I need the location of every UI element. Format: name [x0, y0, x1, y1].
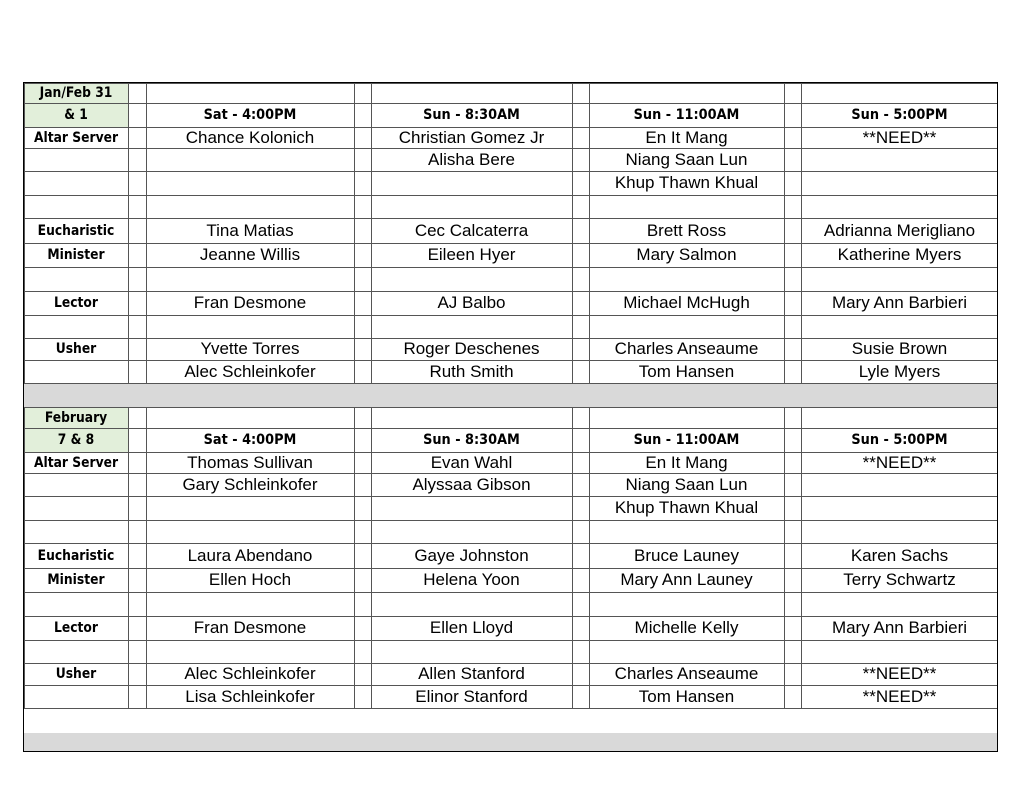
volunteer-name — [146, 171, 354, 195]
schedule-row — [24, 685, 998, 708]
volunteer-name: Tina Matias — [206, 220, 294, 240]
volunteer-name — [801, 148, 998, 171]
volunteer-name: **NEED** — [862, 127, 937, 147]
volunteer-name: Charles Anseaume — [614, 664, 759, 683]
volunteer-name: Terry Schwartz — [843, 570, 956, 589]
volunteer-name — [146, 496, 354, 520]
volunteer-name: Susie Brown — [851, 339, 948, 358]
volunteer-name — [371, 496, 572, 520]
volunteer-name: Alisha Bere — [428, 149, 515, 169]
volunteer-name: Evan Wahl — [430, 452, 513, 472]
volunteer-name: Lisa Schleinkofer — [185, 686, 315, 706]
volunteer-name: Alec Schleinkofer — [184, 361, 316, 381]
schedule-row — [24, 218, 998, 243]
schedule-row — [24, 83, 998, 103]
role-label-lector: Lector — [54, 295, 98, 311]
schedule-row — [24, 171, 998, 195]
volunteer-name: Michael McHugh — [623, 293, 750, 312]
schedule-row — [24, 520, 998, 543]
volunteer-name: **NEED** — [862, 452, 937, 472]
schedule-row — [24, 408, 998, 428]
volunteer-name: **NEED** — [862, 664, 937, 683]
volunteer-name: Adrianna Merigliano — [823, 220, 976, 240]
grid-line — [24, 83, 25, 383]
schedule-row — [24, 127, 998, 148]
role-label-eucharistic-minister: Minister — [47, 572, 105, 588]
date-label: & 1 — [64, 107, 88, 123]
volunteer-name: Tom Hansen — [638, 361, 735, 381]
grid-line — [128, 408, 129, 708]
role-label-altar-server: Altar Server — [33, 129, 119, 146]
volunteer-name: Niang Saan Lun — [625, 149, 748, 169]
volunteer-name: Niang Saan Lun — [625, 474, 748, 494]
grid-line — [146, 408, 147, 708]
volunteer-name: Lyle Myers — [858, 361, 941, 381]
role-label-altar-server: Altar Server — [33, 454, 119, 471]
volunteer-name: Fran Desmone — [193, 618, 307, 637]
mass-time-header: Sun - 5:00PM — [851, 432, 948, 448]
volunteer-name: AJ Balbo — [437, 293, 506, 312]
schedule-row — [24, 568, 998, 592]
grid-line — [354, 83, 355, 383]
volunteer-name: Laura Abendano — [187, 545, 313, 565]
volunteer-name: Mary Salmon — [636, 245, 737, 264]
mass-time-header: Sun - 5:00PM — [851, 107, 948, 123]
volunteer-name: Alyssaa Gibson — [412, 474, 531, 494]
volunteer-name — [801, 171, 998, 195]
volunteer-name: Ellen Lloyd — [429, 618, 514, 637]
mass-time-header: Sun - 8:30AM — [423, 107, 520, 123]
grid-line — [128, 83, 129, 383]
volunteer-name: Cec Calcaterra — [414, 220, 529, 240]
grid-line — [24, 408, 25, 708]
schedule-row — [24, 103, 998, 127]
role-label-usher: Usher — [55, 341, 97, 357]
schedule-row — [24, 338, 998, 360]
schedule-row — [24, 267, 998, 291]
schedule-row — [24, 291, 998, 315]
volunteer-name: Ellen Hoch — [208, 570, 292, 589]
grid-line — [24, 708, 998, 709]
volunteer-name: Alec Schleinkofer — [184, 664, 316, 683]
volunteer-name — [371, 171, 572, 195]
volunteer-name: Fran Desmone — [193, 293, 307, 312]
volunteer-name — [801, 473, 998, 496]
section-separator — [24, 733, 998, 752]
mass-time-header: Sun - 11:00AM — [633, 107, 740, 123]
volunteer-name: Yvette Torres — [200, 339, 300, 358]
mass-time-header: Sun - 11:00AM — [633, 432, 740, 448]
schedule-row — [24, 243, 998, 267]
volunteer-name: Brett Ross — [646, 220, 727, 240]
volunteer-name: Khup Thawn Khual — [614, 498, 759, 517]
volunteer-name: Christian Gomez Jr — [398, 127, 545, 147]
role-label-eucharistic-minister: Eucharistic — [37, 222, 115, 239]
volunteer-name — [801, 496, 998, 520]
volunteer-name: Eileen Hyer — [427, 245, 516, 264]
date-label: Jan/Feb 31 — [39, 85, 113, 101]
date-label: February — [44, 410, 108, 426]
mass-time-header: Sat - 4:00PM — [203, 432, 297, 448]
volunteer-name: Gary Schleinkofer — [182, 474, 318, 494]
volunteer-name: Chance Kolonich — [185, 127, 315, 147]
volunteer-name: Jeanne Willis — [199, 245, 301, 264]
volunteer-name: Tom Hansen — [638, 686, 735, 706]
schedule-row — [24, 640, 998, 663]
volunteer-name: Katherine Myers — [837, 245, 962, 264]
grid-line — [572, 408, 573, 708]
grid-line — [572, 83, 573, 383]
role-label-eucharistic-minister: Eucharistic — [37, 547, 115, 564]
schedule-row — [24, 663, 998, 685]
schedule-row — [24, 616, 998, 640]
grid-line — [24, 83, 998, 84]
grid-line — [589, 83, 590, 383]
schedule-row — [24, 148, 998, 171]
role-label-eucharistic-minister: Minister — [47, 247, 105, 263]
volunteer-name: Helena Yoon — [423, 570, 520, 589]
schedule-row — [24, 592, 998, 616]
grid-line — [354, 408, 355, 708]
volunteer-name: Karen Sachs — [850, 545, 949, 565]
volunteer-name: Michelle Kelly — [634, 618, 739, 637]
volunteer-name: Mary Ann Barbieri — [831, 618, 968, 637]
date-label: 7 & 8 — [57, 432, 95, 448]
volunteer-name: Thomas Sullivan — [187, 452, 313, 472]
schedule-row — [24, 452, 998, 473]
volunteer-name: Mary Ann Barbieri — [831, 293, 968, 312]
volunteer-name: En It Mang — [645, 127, 728, 147]
mass-time-header: Sun - 8:30AM — [423, 432, 520, 448]
role-label-lector: Lector — [54, 620, 98, 636]
mass-time-header: Sat - 4:00PM — [203, 107, 297, 123]
grid-line — [24, 407, 998, 408]
section-separator — [24, 384, 998, 408]
grid-line — [784, 83, 785, 383]
volunteer-name: Allen Stanford — [418, 664, 525, 683]
volunteer-name: Roger Deschenes — [403, 339, 540, 358]
volunteer-name: En It Mang — [645, 452, 728, 472]
schedule-row — [24, 496, 998, 520]
grid-line — [589, 408, 590, 708]
grid-line — [371, 408, 372, 708]
schedule-row — [24, 360, 998, 383]
volunteer-name: Elinor Stanford — [415, 686, 528, 706]
role-label-usher: Usher — [55, 666, 97, 682]
volunteer-name: Ruth Smith — [429, 361, 514, 381]
schedule-row — [24, 428, 998, 452]
grid-line — [146, 83, 147, 383]
schedule-row — [24, 315, 998, 338]
grid-line — [784, 408, 785, 708]
grid-line — [801, 83, 802, 383]
volunteer-name: Bruce Launey — [634, 545, 739, 565]
schedule-row — [24, 195, 998, 218]
volunteer-name: Gaye Johnston — [414, 545, 529, 565]
volunteer-name: Khup Thawn Khual — [614, 173, 759, 192]
volunteer-name: Mary Ann Launey — [620, 570, 753, 589]
grid-line — [371, 83, 372, 383]
grid-line — [801, 408, 802, 708]
schedule-row — [24, 543, 998, 568]
volunteer-name — [146, 148, 354, 171]
volunteer-name: Charles Anseaume — [614, 339, 759, 358]
volunteer-name: **NEED** — [862, 686, 937, 706]
schedule-row — [24, 473, 998, 496]
